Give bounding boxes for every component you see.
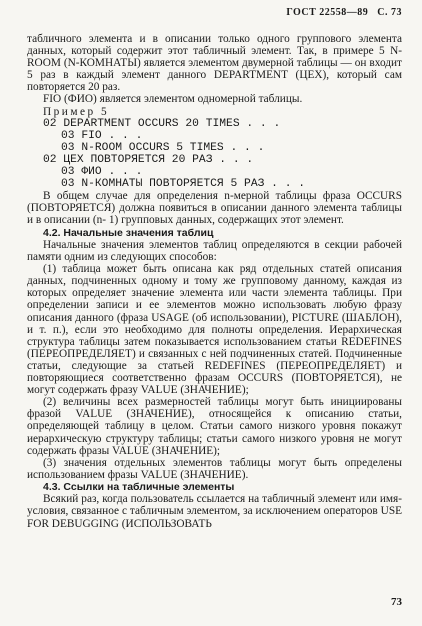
standard-number: ГОСТ 22558—89 <box>286 7 369 18</box>
paragraph-continuation: табличного элемента и в описании только одного группового элемента данных, который содержит этот табличный элемент. Так, в примере 5 N-ROOM (N-КОМНАТЫ) является элементом двумерной таблицы — он входит 5 раз в каждый элемент данного DEPARTMENT (ЦЕХ), который сам повторяется 20 раз. <box>27 33 402 94</box>
section-title-4-2: 4.2. Начальные значения таблиц <box>43 226 214 239</box>
header-page-label: С. 73 <box>377 7 402 18</box>
paragraph-fio: FIO (ФИО) является элементом одномерной таблицы. <box>43 93 303 106</box>
code-line: 02 DEPARTMENT OCCURS 20 TIMES . . . <box>43 117 281 130</box>
paragraph-4-2-item-2: (2) величины всех размерностей таблицы могут быть инициированы фразой VALUE (ЗНАЧЕНИЕ), относящейся к описанию статьи, определяющей таблицу в целом. Статьи самого низкого уровня покажут иерархическую структуру таблицы; статьи самого низкого уровня не могут содержать фразы VALUE (ЗНАЧЕНИЕ); <box>27 396 402 457</box>
page-header <box>27 6 402 19</box>
section-title-4-3: 4.3. Ссылки на табличные элементы <box>43 480 235 493</box>
paragraph-4-3-body: Всякий раз, когда пользователь ссылается на табличный элемент или имя-условия, связанное с табличным элементом, за исключением операторов USE FOR DEBUGGING (ИСПОЛЬЗОВАТЬ <box>27 493 402 530</box>
paragraph-4-2-item-3: (3) значения отдельных элементов таблицы могут быть определены использованием фразы VALUE (ЗНАЧЕНИЕ). <box>27 456 402 481</box>
code-line: 03 FIO . . . <box>61 129 143 142</box>
code-line: 02 ЦЕХ ПОВТОРЯЕТСЯ 20 РАЗ . . . <box>43 153 254 166</box>
example-title: Пример 5 <box>43 105 110 118</box>
paragraph-4-2-intro: Начальные значения элементов таблиц определяются в секции рабочей памяти одним из следующих способов: <box>27 239 402 264</box>
paragraph-general-case: В общем случае для определения n-мерной таблицы фраза OCCURS (ПОВТОРЯЕТСЯ) должна появиться в описании данного элемента таблицы и в описании (n- 1) групповых данных, содержащих этот элемент. <box>27 190 402 227</box>
code-line: 03 N-ROOM OCCURS 5 TIMES . . . <box>61 141 265 154</box>
code-line: 03 N-КОМНАТЫ ПОВТОРЯЕТСЯ 5 РАЗ . . . <box>61 178 306 191</box>
paragraph-4-2-item-1: (1) таблица может быть описана как ряд отдельных статей описания данных, подчиненных одному и тому же групповому данному, каждая из которых определяет значение элемента или части элемента таблицы. При определении записи и ее элементов можно использовать любую фразу описания данного (фраза USAGE (об использовании), PICTURE (ШАБЛОН), и т. п.), если это необходимо для полноты определения. Иерархическая структура таблицы затем показывается использованием статьи REDEFINES (ПЕРЕОПРЕДЕЛЯЕТ) и связанных с ней подчиненных статей. Подчиненные статьи, следующие за статьей REDEFINES (ПЕРЕОПРЕДЕЛЯЕТ) и повторяющиеся соответственно фразам OCCURS (ПОВТОРЯЕТСЯ), не могут содержать фразу VALUE (ЗНАЧЕНИЕ); <box>27 263 402 397</box>
page-number: 73 <box>391 596 402 608</box>
code-line: 03 ФИО . . . <box>61 166 143 179</box>
